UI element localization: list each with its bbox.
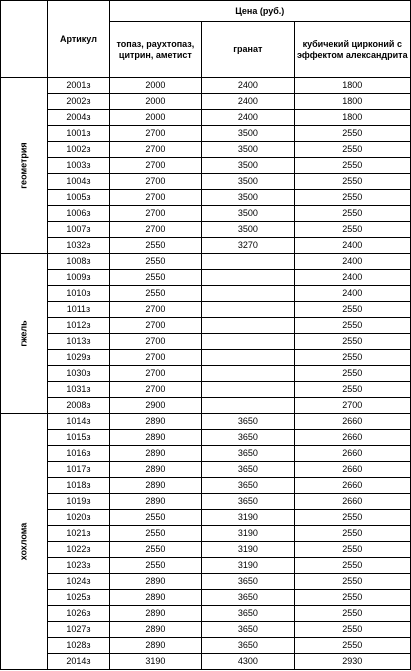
garnet-price-cell [202, 286, 294, 302]
topaz-price-cell: 2890 [109, 574, 202, 590]
article-cell: 1030з [48, 366, 109, 382]
article-cell: 1005з [48, 190, 109, 206]
table-row [1, 270, 411, 286]
garnet-price-cell: 3650 [202, 414, 294, 430]
zirconia-price-cell: 2550 [294, 574, 410, 590]
article-cell: 1007з [48, 222, 109, 238]
table-row [1, 126, 411, 142]
topaz-price-cell: 2890 [109, 638, 202, 654]
zirconia-price-cell: 2400 [294, 254, 410, 270]
article-cell: 1003з [48, 158, 109, 174]
garnet-price-cell: 2400 [202, 78, 294, 94]
garnet-price-cell [202, 302, 294, 318]
topaz-price-cell: 2890 [109, 494, 202, 510]
table-row [1, 542, 411, 558]
topaz-price-cell: 2700 [109, 206, 202, 222]
garnet-price-cell: 3650 [202, 622, 294, 638]
zirconia-price-cell: 2550 [294, 190, 410, 206]
category-header [1, 1, 48, 78]
table-row [1, 590, 411, 606]
garnet-price-cell: 3500 [202, 190, 294, 206]
table-row [1, 414, 411, 430]
topaz-price-cell: 2700 [109, 334, 202, 350]
garnet-price-cell [202, 366, 294, 382]
table-row [1, 606, 411, 622]
table-row [1, 78, 411, 94]
article-cell: 1015з [48, 430, 109, 446]
topaz-price-cell: 2550 [109, 558, 202, 574]
garnet-price-cell: 3650 [202, 446, 294, 462]
topaz-price-cell: 2550 [109, 254, 202, 270]
topaz-price-cell: 2700 [109, 222, 202, 238]
article-cell: 1032з [48, 238, 109, 254]
garnet-price-cell: 4300 [202, 654, 294, 670]
table-row [1, 558, 411, 574]
article-cell: 1029з [48, 350, 109, 366]
garnet-price-cell: 3650 [202, 462, 294, 478]
table-row [1, 574, 411, 590]
table-row [1, 430, 411, 446]
topaz-price-cell: 2890 [109, 606, 202, 622]
topaz-price-cell: 2900 [109, 398, 202, 414]
garnet-price-cell [202, 398, 294, 414]
table-row [1, 110, 411, 126]
topaz-price-cell: 2700 [109, 382, 202, 398]
garnet-price-cell: 3500 [202, 222, 294, 238]
table-row [1, 190, 411, 206]
zirconia-price-cell: 2550 [294, 142, 410, 158]
garnet-price-cell: 3500 [202, 174, 294, 190]
table-row [1, 622, 411, 638]
garnet-price-cell: 3500 [202, 158, 294, 174]
topaz-price-cell: 2700 [109, 302, 202, 318]
zirconia-price-cell: 2660 [294, 462, 410, 478]
zirconia-price-cell: 2550 [294, 622, 410, 638]
garnet-price-cell: 3650 [202, 574, 294, 590]
garnet-price-cell: 3500 [202, 126, 294, 142]
article-cell: 1001з [48, 126, 109, 142]
zirconia-price-cell: 2550 [294, 542, 410, 558]
zirconia-price-cell: 2550 [294, 606, 410, 622]
topaz-price-cell: 2550 [109, 286, 202, 302]
topaz-price-cell: 2890 [109, 462, 202, 478]
zirconia-price-cell: 2550 [294, 174, 410, 190]
table-row [1, 174, 411, 190]
topaz-price-cell: 2700 [109, 190, 202, 206]
article-cell: 1009з [48, 270, 109, 286]
topaz-price-cell: 2890 [109, 590, 202, 606]
garnet-price-cell: 3190 [202, 526, 294, 542]
article-cell: 1011з [48, 302, 109, 318]
garnet-price-cell [202, 270, 294, 286]
zirconia-price-cell: 2550 [294, 222, 410, 238]
article-cell: 1022з [48, 542, 109, 558]
article-cell: 1019з [48, 494, 109, 510]
table-row [1, 478, 411, 494]
topaz-price-cell: 2890 [109, 430, 202, 446]
garnet-price-cell: 3500 [202, 142, 294, 158]
topaz-price-cell: 2550 [109, 542, 202, 558]
zirconia-price-cell: 1800 [294, 110, 410, 126]
topaz-price-cell: 2000 [109, 110, 202, 126]
category-cell [1, 254, 48, 414]
table-row [1, 286, 411, 302]
article-cell: 1006з [48, 206, 109, 222]
topaz-price-cell: 2890 [109, 446, 202, 462]
zirconia-price-cell: 2930 [294, 654, 410, 670]
article-cell: 2014з [48, 654, 109, 670]
table-row [1, 142, 411, 158]
zirconia-price-cell: 2550 [294, 382, 410, 398]
category-label: геометрия [18, 142, 29, 189]
zirconia-price-cell: 2550 [294, 526, 410, 542]
article-cell: 2004з [48, 110, 109, 126]
table-row [1, 238, 411, 254]
garnet-price-cell: 3190 [202, 542, 294, 558]
zirconia-price-cell: 2550 [294, 558, 410, 574]
topaz-price-cell: 2550 [109, 238, 202, 254]
table-row [1, 510, 411, 526]
article-cell: 1025з [48, 590, 109, 606]
article-cell: 2008з [48, 398, 109, 414]
garnet-price-cell: 3270 [202, 238, 294, 254]
topaz-price-cell: 2550 [109, 526, 202, 542]
garnet-price-cell: 2400 [202, 110, 294, 126]
table-row [1, 366, 411, 382]
article-cell: 2001з [48, 78, 109, 94]
zirconia-price-cell: 2660 [294, 430, 410, 446]
table-row [1, 654, 411, 670]
zirconia-price-cell: 1800 [294, 94, 410, 110]
table-row [1, 398, 411, 414]
zirconia-column-header: кубичекий цирконий с эффектом александрита [294, 22, 410, 78]
zirconia-price-cell: 2550 [294, 350, 410, 366]
table-row [1, 526, 411, 542]
article-cell: 1023з [48, 558, 109, 574]
table-row [1, 494, 411, 510]
garnet-price-cell [202, 382, 294, 398]
topaz-price-cell: 2550 [109, 510, 202, 526]
table-row [1, 382, 411, 398]
zirconia-price-cell: 2550 [294, 638, 410, 654]
topaz-price-cell: 2700 [109, 366, 202, 382]
article-cell: 1014з [48, 414, 109, 430]
table-row [1, 446, 411, 462]
article-cell: 1024з [48, 574, 109, 590]
table-body [1, 78, 411, 670]
zirconia-price-cell: 2400 [294, 238, 410, 254]
zirconia-price-cell: 2700 [294, 398, 410, 414]
zirconia-price-cell: 2550 [294, 126, 410, 142]
article-cell: 1021з [48, 526, 109, 542]
article-cell: 1012з [48, 318, 109, 334]
article-cell: 1010з [48, 286, 109, 302]
topaz-price-cell: 2550 [109, 270, 202, 286]
topaz-price-cell: 2700 [109, 142, 202, 158]
garnet-price-cell: 3650 [202, 606, 294, 622]
garnet-price-cell: 3190 [202, 558, 294, 574]
article-header: Артикул [48, 1, 109, 78]
article-cell: 1002з [48, 142, 109, 158]
table-row [1, 94, 411, 110]
topaz-price-cell: 2700 [109, 318, 202, 334]
table-row [1, 206, 411, 222]
table-row [1, 334, 411, 350]
topaz-price-cell: 2700 [109, 174, 202, 190]
category-cell [1, 414, 48, 670]
table-row [1, 350, 411, 366]
article-cell: 1031з [48, 382, 109, 398]
garnet-column-header: гранат [202, 22, 294, 78]
topaz-price-cell: 2890 [109, 478, 202, 494]
article-cell: 1028з [48, 638, 109, 654]
topaz-price-cell: 2890 [109, 622, 202, 638]
garnet-price-cell: 3650 [202, 494, 294, 510]
zirconia-price-cell: 2660 [294, 446, 410, 462]
article-cell: 1016з [48, 446, 109, 462]
table-row [1, 222, 411, 238]
zirconia-price-cell: 2550 [294, 334, 410, 350]
table-row [1, 158, 411, 174]
topaz-price-cell: 3190 [109, 654, 202, 670]
zirconia-price-cell: 2400 [294, 286, 410, 302]
table-row [1, 638, 411, 654]
garnet-price-cell [202, 254, 294, 270]
garnet-price-cell: 3650 [202, 478, 294, 494]
article-cell: 1008з [48, 254, 109, 270]
garnet-price-cell: 3500 [202, 206, 294, 222]
garnet-price-cell [202, 334, 294, 350]
garnet-price-cell: 3190 [202, 510, 294, 526]
zirconia-price-cell: 2660 [294, 494, 410, 510]
topaz-price-cell: 2000 [109, 78, 202, 94]
table-row [1, 254, 411, 270]
price-header: Цена (руб.) [109, 1, 410, 22]
topaz-column-header: топаз, раухтопаз, цитрин, аметист [109, 22, 202, 78]
zirconia-price-cell: 2550 [294, 366, 410, 382]
table-row [1, 318, 411, 334]
zirconia-price-cell: 2660 [294, 414, 410, 430]
article-cell: 1013з [48, 334, 109, 350]
zirconia-price-cell: 1800 [294, 78, 410, 94]
garnet-price-cell [202, 350, 294, 366]
garnet-price-cell: 2400 [202, 94, 294, 110]
article-cell: 1020з [48, 510, 109, 526]
zirconia-price-cell: 2550 [294, 510, 410, 526]
category-label: хохлома [18, 522, 29, 561]
article-cell: 1018з [48, 478, 109, 494]
category-cell [1, 78, 48, 254]
garnet-price-cell: 3650 [202, 638, 294, 654]
garnet-price-cell: 3650 [202, 590, 294, 606]
topaz-price-cell: 2000 [109, 94, 202, 110]
topaz-price-cell: 2700 [109, 350, 202, 366]
table-row [1, 302, 411, 318]
table-row [1, 462, 411, 478]
garnet-price-cell [202, 318, 294, 334]
article-cell: 1027з [48, 622, 109, 638]
zirconia-price-cell: 2550 [294, 302, 410, 318]
zirconia-price-cell: 2550 [294, 158, 410, 174]
zirconia-price-cell: 2660 [294, 478, 410, 494]
article-cell: 1004з [48, 174, 109, 190]
article-cell: 1017з [48, 462, 109, 478]
topaz-price-cell: 2700 [109, 158, 202, 174]
article-cell: 2002з [48, 94, 109, 110]
zirconia-price-cell: 2550 [294, 206, 410, 222]
category-label: гжель [18, 320, 29, 347]
article-cell: 1026з [48, 606, 109, 622]
zirconia-price-cell: 2550 [294, 318, 410, 334]
topaz-price-cell: 2890 [109, 414, 202, 430]
zirconia-price-cell: 2400 [294, 270, 410, 286]
topaz-price-cell: 2700 [109, 126, 202, 142]
garnet-price-cell: 3650 [202, 430, 294, 446]
zirconia-price-cell: 2550 [294, 590, 410, 606]
